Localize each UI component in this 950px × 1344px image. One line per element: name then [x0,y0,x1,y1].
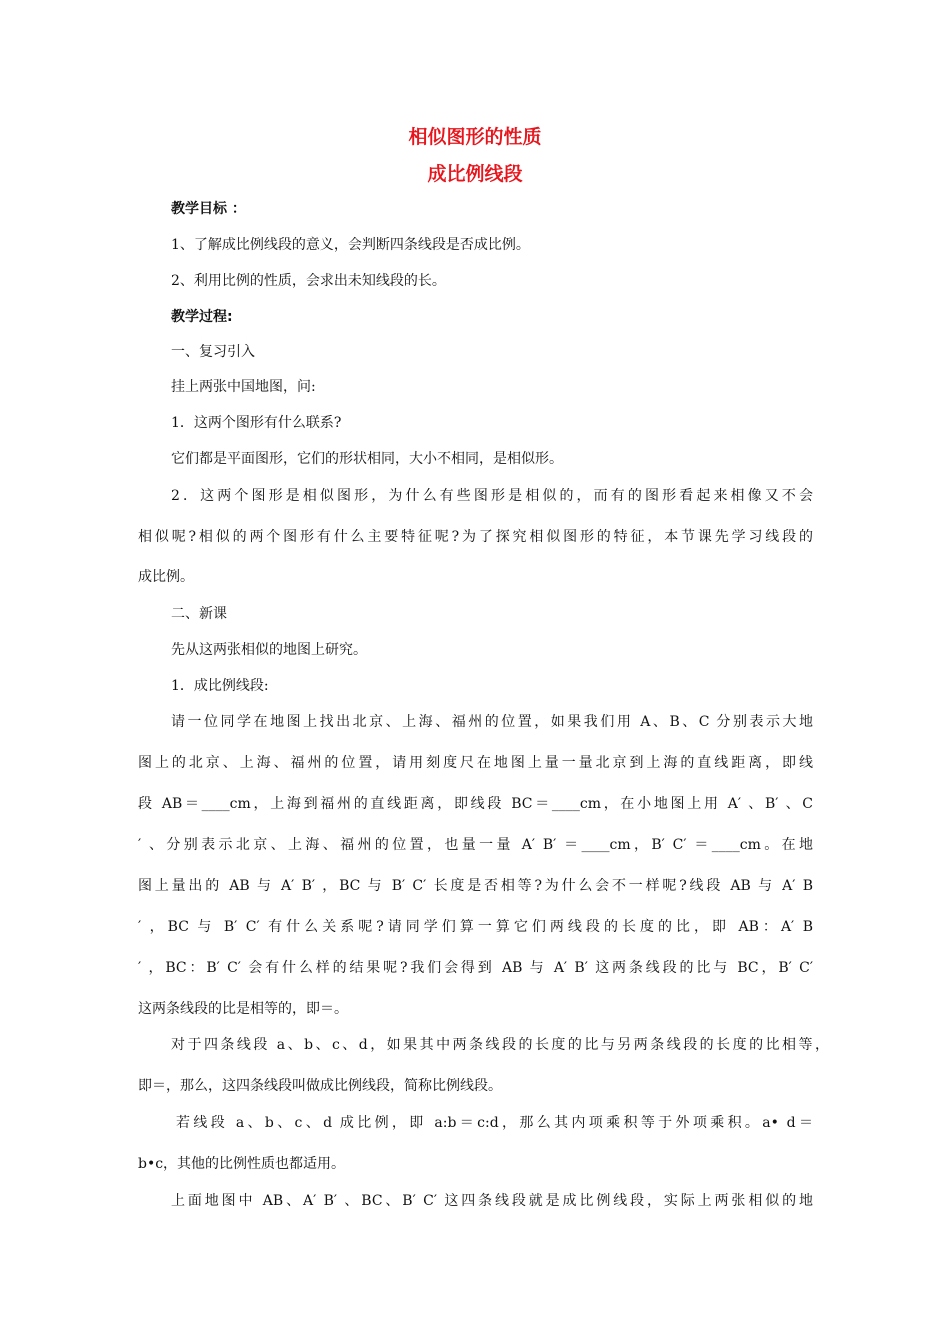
paragraph-line: 1．这两个图形有什么联系? [171,415,342,431]
paragraph-line: 2、利用比例的性质，会求出未知线段的长。 [171,273,446,289]
paragraph-line: 成比例。 [138,569,194,585]
paragraph-line: 2．这两个图形是相似图形，为什么有些图形是相似的，而有的图形看起来相像又不会 [171,488,813,504]
page-title: 相似图形的性质 [408,126,542,148]
paragraph-line: 相似呢?相似的两个图形有什么主要特征呢?为了探究相似图形的特征，本节课先学习线段的 [138,529,813,545]
paragraph-line: 图上量出的 AB 与 A′ B′ ，BC 与 B′ C′ 长度是否相等?为什么会不一样呢?线段 AB 与 A′ B [138,878,813,894]
paragraph-line: ′ 、分别表示北京、上海、福州的位置，也量一量 A′ B′ ＝____cm，B′ C′ ＝____cm。在地 [138,837,813,853]
paragraph-line: 图上的北京、上海、福州的位置，请用刻度尺在地图上量一量北京到上海的直线距离，即线 [138,755,813,771]
paragraph-line: b•c，其他的比例性质也都适用。 [138,1156,346,1172]
page-subtitle: 成比例线段 [427,163,523,185]
paragraph-line: 这两条线段的比是相等的，即＝。 [138,1001,348,1017]
paragraph-line: 1．成比例线段: [171,678,269,694]
paragraph-line: 若线段 a、b、c、d 成比例，即 a:b＝c:d，那么其内项乘积等于外项乘积。a• d＝ [176,1115,813,1131]
paragraph-line: ′ ，BC：B′ C′ 会有什么样的结果呢?我们会得到 AB 与 A′ B′ 这两条线段的比与 BC，B′ C′ [138,960,813,976]
paragraph-line: ′ ，BC 与 B′ C′ 有什么关系呢?请同学们算一算它们两线段的长度的比，即 AB：A′ B [138,919,813,935]
paragraph-line: 1、了解成比例线段的意义，会判断四条线段是否成比例。 [171,237,530,253]
paragraph-line: 它们都是平面图形，它们的形状相同，大小不相同，是相似形。 [171,451,563,467]
paragraph-line: 挂上两张中国地图，问: [171,379,316,395]
paragraph-line: 上面地图中 AB、A′ B′ 、BC、B′ C′ 这四条线段就是成比例线段，实际上两张相似的地 [171,1193,813,1209]
section-heading-objectives: 教学目标 ： [171,201,246,217]
paragraph-line: 即＝，那么，这四条线段叫做成比例线段，简称比例线段。 [138,1078,502,1094]
paragraph-line: 二、新课 [171,606,227,622]
paragraph-line: 段 AB＝____cm，上海到福州的直线距离，即线段 BC＝____cm，在小地图上用 A′ 、B′ 、C [138,796,813,812]
paragraph-line: 一、复习引入 [171,344,255,360]
paragraph-line: 请一位同学在地图上找出北京、上海、福州的位置，如果我们用 A、B、C 分别表示大地 [171,714,813,730]
paragraph-line: 先从这两张相似的地图上研究。 [171,642,367,658]
section-heading-process: 教学过程: [171,309,233,325]
paragraph-line: 对于四条线段 a、b、c、d，如果其中两条线段的长度的比与另两条线段的长度的比相等， [171,1037,829,1053]
